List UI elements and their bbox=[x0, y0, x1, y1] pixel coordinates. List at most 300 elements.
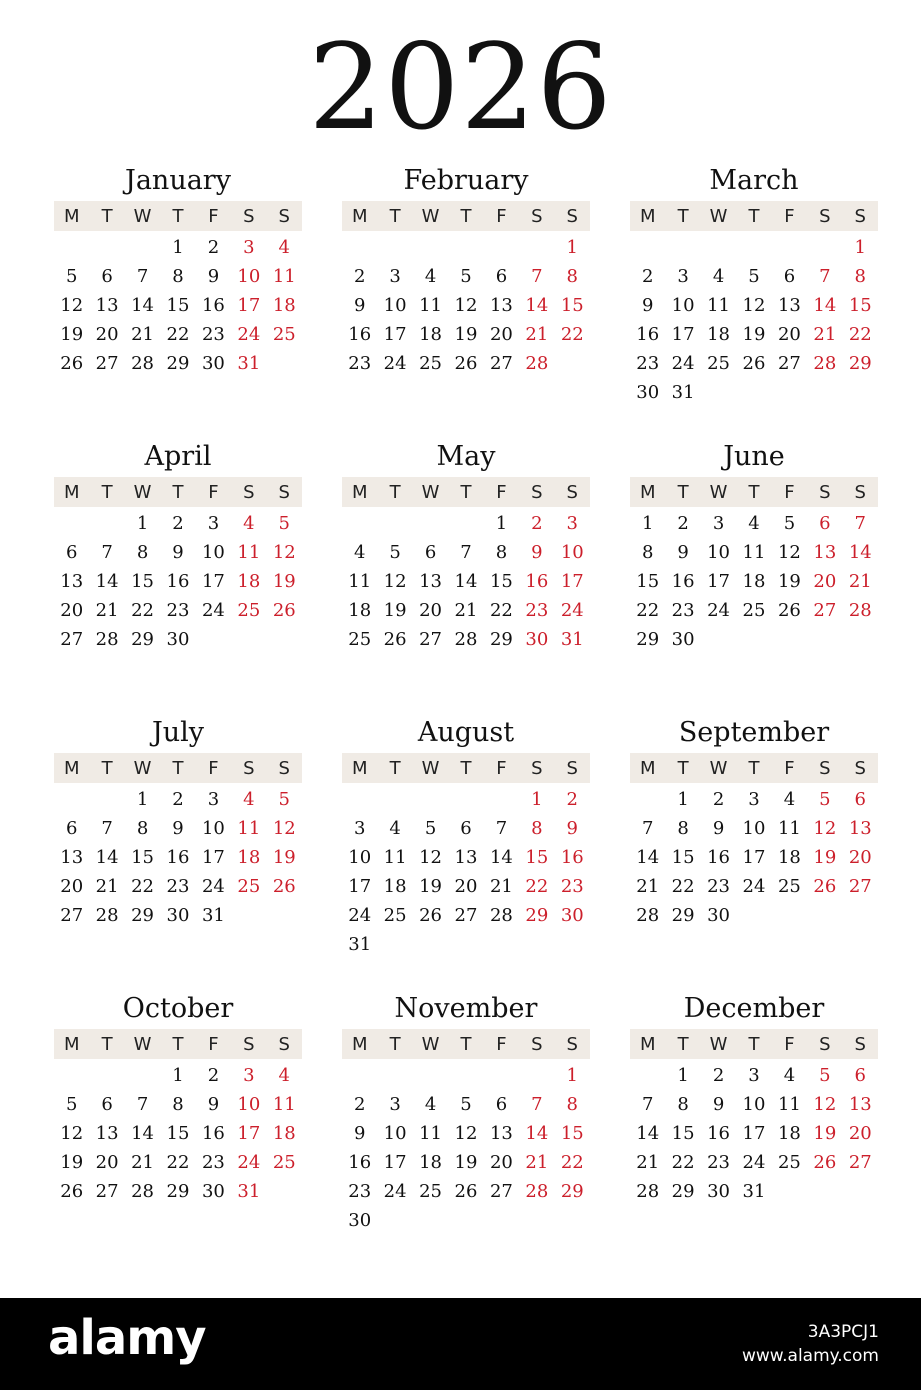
month-april bbox=[54, 441, 302, 654]
month-name: September bbox=[678, 717, 830, 748]
day-number: 28 bbox=[813, 353, 837, 374]
day-number: 17 bbox=[707, 571, 731, 592]
weekday-label: F bbox=[208, 205, 219, 227]
day-number: 10 bbox=[201, 542, 225, 563]
day-number: 11 bbox=[237, 818, 261, 839]
day-number: 13 bbox=[489, 295, 513, 316]
weekday-label: T bbox=[389, 1033, 401, 1055]
day-number: 19 bbox=[813, 1123, 837, 1144]
weekday-label: T bbox=[460, 1033, 472, 1055]
day-number: 28 bbox=[525, 353, 549, 374]
month-name: July bbox=[151, 717, 205, 748]
day-number: 7 bbox=[531, 266, 543, 287]
day-number: 15 bbox=[848, 295, 872, 316]
day-number: 19 bbox=[454, 324, 478, 345]
day-number: 22 bbox=[489, 600, 513, 621]
day-number: 25 bbox=[707, 353, 731, 374]
day-number: 14 bbox=[131, 295, 155, 316]
month-july bbox=[54, 717, 302, 930]
empty-cell bbox=[125, 233, 160, 262]
day-number: 1 bbox=[136, 513, 149, 534]
day-number: 26 bbox=[777, 600, 801, 621]
day-number: 10 bbox=[707, 542, 731, 563]
day-number: 17 bbox=[671, 324, 695, 345]
day-number: 26 bbox=[272, 876, 296, 897]
weekday-label: S bbox=[566, 1033, 578, 1055]
day-number: 30 bbox=[636, 382, 660, 403]
weekday-label: T bbox=[677, 1033, 689, 1055]
day-number: 12 bbox=[813, 818, 837, 839]
weekday-label: T bbox=[172, 757, 184, 779]
day-number: 9 bbox=[172, 542, 184, 563]
weekday-label: W bbox=[421, 757, 440, 779]
weekday-label: F bbox=[496, 481, 507, 503]
day-number: 10 bbox=[383, 295, 407, 316]
day-number: 2 bbox=[353, 1094, 366, 1115]
day-grid bbox=[342, 509, 590, 654]
day-number: 1 bbox=[641, 513, 654, 534]
weekday-label: T bbox=[389, 205, 401, 227]
empty-cell bbox=[342, 233, 377, 262]
day-number: 13 bbox=[419, 571, 443, 592]
day-number: 23 bbox=[201, 324, 225, 345]
day-number: 1 bbox=[136, 789, 149, 810]
day-number: 21 bbox=[525, 1152, 549, 1173]
month-august bbox=[342, 717, 590, 959]
day-number: 25 bbox=[742, 600, 766, 621]
weekday-label: S bbox=[243, 1033, 255, 1055]
day-number: 14 bbox=[95, 571, 119, 592]
day-number: 14 bbox=[813, 295, 837, 316]
day-number: 25 bbox=[419, 353, 443, 374]
day-number: 7 bbox=[460, 542, 472, 563]
weekday-label: T bbox=[172, 481, 184, 503]
day-number: 3 bbox=[243, 1065, 255, 1086]
weekday-label: S bbox=[278, 1033, 290, 1055]
day-number: 27 bbox=[848, 1152, 872, 1173]
day-number: 24 bbox=[560, 600, 584, 621]
day-number: 27 bbox=[60, 629, 84, 650]
weekday-label: T bbox=[748, 205, 760, 227]
empty-cell bbox=[630, 785, 665, 814]
day-number: 18 bbox=[419, 1152, 443, 1173]
day-number: 22 bbox=[166, 1152, 190, 1173]
weekday-label: M bbox=[639, 481, 656, 503]
weekday-label: T bbox=[389, 757, 401, 779]
weekday-label: T bbox=[460, 205, 472, 227]
day-number: 13 bbox=[60, 571, 84, 592]
day-number: 4 bbox=[389, 818, 401, 839]
day-grid bbox=[54, 509, 302, 654]
day-number: 15 bbox=[525, 847, 549, 868]
day-number: 6 bbox=[495, 1094, 508, 1115]
day-number: 16 bbox=[707, 1123, 731, 1144]
day-number: 20 bbox=[848, 847, 872, 868]
day-number: 3 bbox=[389, 1094, 401, 1115]
weekday-label: W bbox=[709, 1033, 728, 1055]
day-number: 5 bbox=[748, 266, 760, 287]
day-number: 13 bbox=[95, 295, 119, 316]
day-number: 29 bbox=[560, 1181, 584, 1202]
day-number: 23 bbox=[560, 876, 584, 897]
weekday-label: T bbox=[677, 757, 689, 779]
day-number: 27 bbox=[489, 1181, 513, 1202]
day-number: 30 bbox=[560, 905, 584, 926]
day-number: 4 bbox=[353, 542, 366, 563]
day-number: 12 bbox=[60, 295, 84, 316]
day-number: 9 bbox=[353, 295, 366, 316]
day-number: 3 bbox=[677, 266, 689, 287]
day-number: 7 bbox=[101, 542, 113, 563]
day-number: 17 bbox=[237, 295, 261, 316]
day-number: 25 bbox=[419, 1181, 443, 1202]
watermark-bar bbox=[0, 1298, 921, 1390]
day-number: 11 bbox=[348, 571, 372, 592]
empty-cell bbox=[448, 1061, 483, 1090]
day-number: 29 bbox=[131, 629, 155, 650]
day-number: 26 bbox=[742, 353, 766, 374]
day-number: 3 bbox=[353, 818, 366, 839]
day-number: 2 bbox=[353, 266, 366, 287]
day-number: 17 bbox=[383, 1152, 407, 1173]
day-number: 7 bbox=[101, 818, 113, 839]
day-number: 13 bbox=[95, 1123, 119, 1144]
day-number: 12 bbox=[383, 571, 407, 592]
day-number: 11 bbox=[742, 542, 766, 563]
weekday-label: F bbox=[784, 1033, 795, 1055]
day-number: 4 bbox=[783, 789, 796, 810]
day-number: 26 bbox=[383, 629, 407, 650]
day-number: 27 bbox=[848, 876, 872, 897]
day-number: 15 bbox=[671, 847, 695, 868]
weekday-label: T bbox=[460, 481, 472, 503]
day-number: 5 bbox=[65, 1094, 78, 1115]
day-number: 25 bbox=[777, 1152, 801, 1173]
day-number: 31 bbox=[201, 905, 225, 926]
day-number: 15 bbox=[131, 571, 155, 592]
day-number: 8 bbox=[136, 818, 149, 839]
weekday-label: M bbox=[639, 757, 656, 779]
day-number: 1 bbox=[172, 1065, 184, 1086]
weekday-label: T bbox=[460, 757, 472, 779]
weekday-label: S bbox=[854, 481, 866, 503]
day-number: 14 bbox=[525, 295, 549, 316]
empty-cell bbox=[54, 233, 89, 262]
day-number: 19 bbox=[777, 571, 801, 592]
image-credit bbox=[742, 1320, 879, 1368]
day-number: 14 bbox=[848, 542, 872, 563]
weekday-label: S bbox=[278, 757, 290, 779]
day-number: 8 bbox=[854, 266, 866, 287]
weekday-label: S bbox=[531, 757, 543, 779]
month-name: December bbox=[683, 993, 825, 1024]
empty-cell bbox=[89, 785, 124, 814]
day-number: 9 bbox=[566, 818, 578, 839]
day-number: 13 bbox=[848, 818, 872, 839]
day-number: 24 bbox=[742, 876, 766, 897]
day-number: 22 bbox=[166, 324, 190, 345]
weekday-label: S bbox=[243, 481, 255, 503]
day-number: 5 bbox=[460, 266, 472, 287]
day-number: 23 bbox=[636, 353, 660, 374]
day-number: 13 bbox=[777, 295, 801, 316]
weekday-label: S bbox=[854, 205, 866, 227]
day-number: 9 bbox=[172, 818, 184, 839]
day-number: 12 bbox=[60, 1123, 84, 1144]
weekday-label: M bbox=[63, 481, 80, 503]
day-number: 10 bbox=[348, 847, 372, 868]
weekday-label: S bbox=[243, 205, 255, 227]
day-number: 8 bbox=[566, 1094, 578, 1115]
day-number: 15 bbox=[166, 295, 190, 316]
day-number: 3 bbox=[748, 1065, 760, 1086]
day-number: 6 bbox=[460, 818, 472, 839]
day-number: 6 bbox=[495, 266, 508, 287]
weekday-label: T bbox=[101, 205, 113, 227]
day-number: 21 bbox=[131, 324, 155, 345]
alamy-logo: alamy bbox=[48, 1310, 206, 1366]
weekday-label: S bbox=[278, 481, 290, 503]
weekday-label: F bbox=[496, 757, 507, 779]
day-number: 29 bbox=[489, 629, 513, 650]
day-number: 28 bbox=[95, 629, 119, 650]
day-number: 14 bbox=[636, 847, 660, 868]
day-number: 29 bbox=[131, 905, 155, 926]
weekday-label: S bbox=[243, 757, 255, 779]
month-december bbox=[630, 993, 878, 1206]
day-number: 19 bbox=[419, 876, 443, 897]
day-number: 26 bbox=[454, 353, 478, 374]
weekday-label: S bbox=[854, 757, 866, 779]
day-number: 12 bbox=[454, 1123, 478, 1144]
day-grid bbox=[342, 1061, 590, 1235]
day-number: 2 bbox=[712, 1065, 725, 1086]
day-number: 14 bbox=[454, 571, 478, 592]
weekday-label: F bbox=[784, 481, 795, 503]
weekday-label: M bbox=[639, 1033, 656, 1055]
empty-cell bbox=[413, 1061, 448, 1090]
day-number: 28 bbox=[636, 1181, 660, 1202]
day-number: 18 bbox=[272, 1123, 296, 1144]
day-number: 23 bbox=[707, 1152, 731, 1173]
weekday-label: W bbox=[421, 481, 440, 503]
day-number: 7 bbox=[641, 818, 654, 839]
day-number: 1 bbox=[495, 513, 508, 534]
day-number: 26 bbox=[60, 1181, 84, 1202]
day-number: 2 bbox=[677, 513, 689, 534]
empty-cell bbox=[342, 1061, 377, 1090]
day-number: 21 bbox=[95, 600, 119, 621]
weekday-label: T bbox=[101, 481, 113, 503]
day-number: 23 bbox=[166, 600, 190, 621]
weekday-label: T bbox=[172, 1033, 184, 1055]
day-number: 4 bbox=[424, 266, 437, 287]
day-number: 12 bbox=[813, 1094, 837, 1115]
day-number: 13 bbox=[489, 1123, 513, 1144]
day-number: 24 bbox=[348, 905, 372, 926]
day-number: 29 bbox=[848, 353, 872, 374]
day-number: 30 bbox=[707, 905, 731, 926]
day-number: 30 bbox=[166, 629, 190, 650]
day-number: 1 bbox=[854, 237, 866, 258]
day-number: 24 bbox=[383, 1181, 407, 1202]
day-number: 10 bbox=[237, 266, 261, 287]
weekday-label: M bbox=[351, 481, 368, 503]
month-name: March bbox=[709, 165, 799, 196]
day-number: 28 bbox=[131, 353, 155, 374]
day-number: 3 bbox=[207, 789, 220, 810]
empty-cell bbox=[772, 233, 807, 262]
weekday-label: T bbox=[101, 757, 113, 779]
month-name: May bbox=[436, 441, 496, 472]
day-number: 5 bbox=[278, 513, 290, 534]
day-number: 7 bbox=[495, 818, 508, 839]
day-number: 24 bbox=[671, 353, 695, 374]
day-number: 26 bbox=[813, 1152, 837, 1173]
day-number: 18 bbox=[419, 324, 443, 345]
day-number: 22 bbox=[671, 876, 695, 897]
day-number: 5 bbox=[460, 1094, 472, 1115]
empty-cell bbox=[125, 1061, 160, 1090]
day-grid bbox=[342, 233, 590, 378]
day-number: 1 bbox=[531, 789, 543, 810]
month-name: April bbox=[144, 441, 212, 472]
day-number: 8 bbox=[566, 266, 578, 287]
empty-cell bbox=[342, 509, 377, 538]
day-number: 19 bbox=[383, 600, 407, 621]
weekday-label: S bbox=[819, 1033, 831, 1055]
day-number: 21 bbox=[525, 324, 549, 345]
day-number: 16 bbox=[525, 571, 549, 592]
day-number: 13 bbox=[848, 1094, 872, 1115]
day-number: 22 bbox=[560, 324, 584, 345]
weekday-label: S bbox=[819, 757, 831, 779]
day-number: 10 bbox=[237, 1094, 261, 1115]
day-number: 19 bbox=[454, 1152, 478, 1173]
month-november bbox=[342, 993, 590, 1235]
day-grid bbox=[342, 785, 590, 959]
month-september bbox=[630, 717, 878, 930]
weekday-label: F bbox=[208, 757, 219, 779]
empty-cell bbox=[448, 509, 483, 538]
day-number: 16 bbox=[166, 847, 190, 868]
month-march bbox=[630, 165, 878, 407]
weekday-header bbox=[342, 201, 590, 231]
day-number: 21 bbox=[636, 876, 660, 897]
day-number: 20 bbox=[489, 324, 513, 345]
day-number: 4 bbox=[278, 237, 290, 258]
day-number: 23 bbox=[348, 353, 372, 374]
day-number: 12 bbox=[454, 295, 478, 316]
empty-cell bbox=[89, 509, 124, 538]
day-number: 27 bbox=[419, 629, 443, 650]
day-number: 26 bbox=[813, 876, 837, 897]
day-number: 17 bbox=[560, 571, 584, 592]
day-number: 5 bbox=[819, 1065, 831, 1086]
day-number: 3 bbox=[748, 789, 760, 810]
day-number: 18 bbox=[383, 876, 407, 897]
day-number: 15 bbox=[131, 847, 155, 868]
day-number: 22 bbox=[131, 600, 155, 621]
day-number: 28 bbox=[848, 600, 872, 621]
empty-cell bbox=[413, 509, 448, 538]
day-number: 5 bbox=[424, 818, 437, 839]
weekday-label: T bbox=[748, 1033, 760, 1055]
day-number: 20 bbox=[95, 324, 119, 345]
day-number: 2 bbox=[172, 513, 184, 534]
day-number: 17 bbox=[201, 847, 225, 868]
weekday-label: S bbox=[278, 205, 290, 227]
month-january bbox=[54, 165, 302, 378]
day-number: 29 bbox=[671, 905, 695, 926]
weekday-label: M bbox=[351, 205, 368, 227]
empty-cell bbox=[377, 509, 412, 538]
day-number: 28 bbox=[489, 905, 513, 926]
day-number: 20 bbox=[454, 876, 478, 897]
day-number: 4 bbox=[243, 513, 255, 534]
day-number: 27 bbox=[777, 353, 801, 374]
day-number: 21 bbox=[636, 1152, 660, 1173]
weekday-label: S bbox=[854, 1033, 866, 1055]
weekday-label: W bbox=[421, 205, 440, 227]
day-number: 18 bbox=[777, 1123, 801, 1144]
day-number: 20 bbox=[95, 1152, 119, 1173]
weekday-label: F bbox=[496, 205, 507, 227]
day-number: 31 bbox=[742, 1181, 766, 1202]
empty-cell bbox=[484, 1061, 519, 1090]
day-number: 11 bbox=[383, 847, 407, 868]
day-number: 27 bbox=[813, 600, 837, 621]
day-number: 23 bbox=[201, 1152, 225, 1173]
weekday-label: F bbox=[208, 1033, 219, 1055]
day-number: 4 bbox=[783, 1065, 796, 1086]
day-number: 5 bbox=[65, 266, 78, 287]
weekday-header bbox=[630, 201, 878, 231]
day-number: 7 bbox=[854, 513, 866, 534]
day-grid bbox=[54, 233, 302, 378]
day-number: 7 bbox=[136, 266, 149, 287]
day-number: 11 bbox=[777, 1094, 801, 1115]
month-name: June bbox=[723, 441, 785, 472]
day-number: 24 bbox=[237, 324, 261, 345]
day-number: 10 bbox=[742, 1094, 766, 1115]
month-name: January bbox=[125, 165, 231, 196]
site-url: www.alamy.com bbox=[741, 1346, 879, 1366]
day-number: 25 bbox=[777, 876, 801, 897]
day-number: 30 bbox=[201, 353, 225, 374]
day-number: 17 bbox=[742, 847, 766, 868]
weekday-header bbox=[54, 201, 302, 231]
weekday-header bbox=[54, 753, 302, 783]
weekday-label: S bbox=[531, 481, 543, 503]
day-number: 2 bbox=[172, 789, 184, 810]
empty-cell bbox=[701, 233, 736, 262]
day-number: 2 bbox=[566, 789, 578, 810]
day-number: 22 bbox=[848, 324, 872, 345]
weekday-label: M bbox=[639, 205, 656, 227]
day-number: 8 bbox=[641, 542, 654, 563]
day-number: 20 bbox=[848, 1123, 872, 1144]
weekday-label: W bbox=[709, 757, 728, 779]
day-number: 22 bbox=[636, 600, 660, 621]
weekday-label: T bbox=[172, 205, 184, 227]
day-number: 27 bbox=[489, 353, 513, 374]
day-number: 10 bbox=[383, 1123, 407, 1144]
day-number: 6 bbox=[65, 818, 78, 839]
day-number: 9 bbox=[677, 542, 689, 563]
day-number: 2 bbox=[641, 266, 654, 287]
weekday-label: W bbox=[133, 481, 152, 503]
